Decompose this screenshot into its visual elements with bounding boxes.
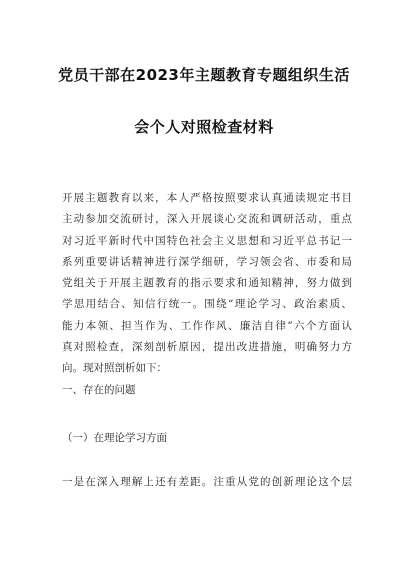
paragraph-line: 向。现对照剖析如下： bbox=[62, 362, 167, 375]
paragraph-line: 开展主题教育以来，本人严格按照要求认真通读规定书目 bbox=[62, 192, 352, 204]
intro-paragraph bbox=[62, 188, 352, 380]
document-title-line-1: 党员干部在2023年主题教育专题组织生活 bbox=[58, 66, 350, 84]
section-heading: 一、存在的问题 bbox=[62, 384, 136, 396]
paragraph-line: 系列重要讲话精神进行深学细研，学习领会省、市委和局 bbox=[62, 255, 352, 268]
paragraph-line: 党组关于开展主题教育的指示要求和通知精神，努力做到 bbox=[62, 277, 352, 290]
paragraph-line: 主动参加交流研讨，深入开展谈心交流和调研活动，重点 bbox=[62, 213, 352, 226]
paragraph-line: 能力本领、担当作为、工作作风、廉洁自律”六个方面认 bbox=[62, 319, 352, 332]
subsection-heading: （一）在理论学习方面 bbox=[62, 432, 167, 444]
paragraph-line: 真对照检查，深刻剖析原因，提出改进措施，明确努力方 bbox=[62, 341, 352, 354]
paragraph-line: 对习近平新时代中国特色社会主义思想和习近平总书记一 bbox=[62, 234, 352, 247]
paragraph-line: 学思用结合、知信行统一。围绕“理论学习、政治素质、 bbox=[62, 298, 352, 311]
document-title-line-2: 会个人对照检查材料 bbox=[134, 118, 274, 136]
body-paragraph-start: 一是在深入理解上还有差距。注重从党的创新理论这个层 bbox=[62, 476, 352, 488]
